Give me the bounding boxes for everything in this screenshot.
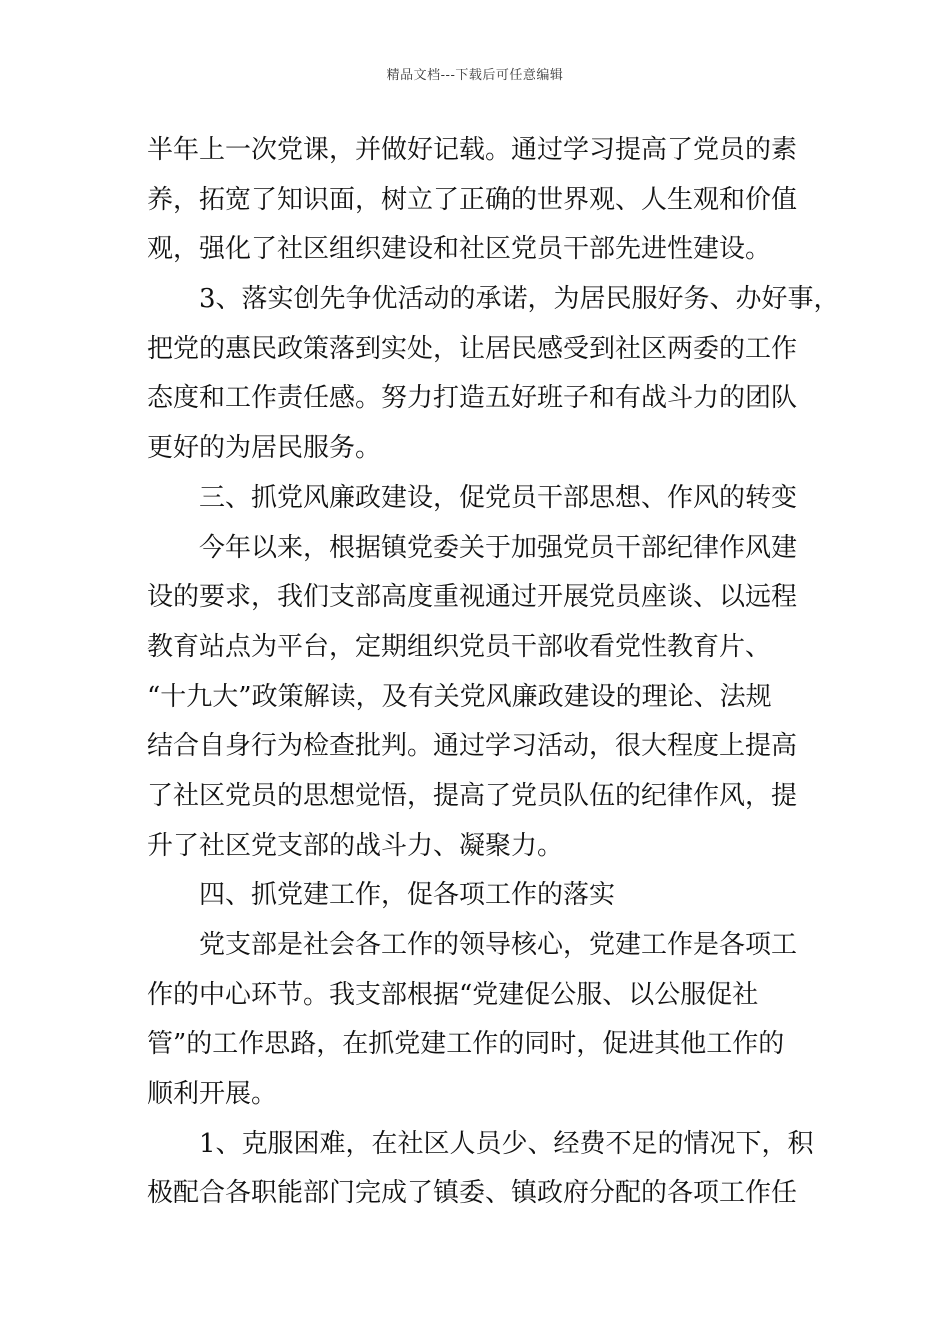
paragraph-start-line: 3、落实创先争优活动的承诺，为居民服好务、办好事， <box>199 284 840 315</box>
text-line: 了社区党员的思想觉悟，提高了党员队伍的纪律作风，提 <box>147 780 798 811</box>
paragraph-start-line: 党支部是社会各工作的领导核心，党建工作是各项工 <box>199 930 798 960</box>
text-line: 教育站点为平台，定期组织党员干部收看党性教育片、 <box>147 631 772 662</box>
section-heading: 四、抓党建工作，促各项工作的落实 <box>199 880 616 911</box>
text-line: 管”的工作思路，在抓党建工作的同时，促进其他工作的 <box>147 1029 785 1060</box>
text-line: 设的要求，我们支部高度重视通过开展党员座谈、以远程 <box>147 582 798 613</box>
paragraph-start-line: 今年以来，根据镇党委关于加强党员干部纪律作风建 <box>199 532 798 563</box>
page-header: 精品文档---下载后可任意编辑 <box>386 68 564 83</box>
section-heading: 三、抓党风廉政建设，促党员干部思想、作风的转变 <box>199 482 798 513</box>
text-line: “十九大”政策解读，及有关党风廉政建设的理论、法规 <box>147 681 772 712</box>
paragraph-start-line: 1、克服困难，在社区人员少、经费不足的情况下，积 <box>199 1128 814 1159</box>
text-line: 升了社区党支部的战斗力、凝聚力。 <box>147 830 564 861</box>
text-line: 把党的惠民政策落到实处，让居民感受到社区两委的工作 <box>147 333 798 364</box>
text-line: 态度和工作责任感。努力打造五好班子和有战斗力的团队 <box>147 383 798 414</box>
text-line: 观，强化了社区组织建设和社区党员干部先进性建设。 <box>147 234 772 265</box>
document-body <box>147 126 840 1219</box>
text-line: 更好的为居民服务。 <box>147 433 382 464</box>
text-line: 养，拓宽了知识面，树立了正确的世界观、人生观和价值 <box>147 184 798 215</box>
text-line: 极配合各职能部门完成了镇委、镇政府分配的各项工作任 <box>147 1178 798 1209</box>
text-line: 顺利开展。 <box>147 1079 278 1110</box>
text-line: 作的中心环节。我支部根据“党建促公服、以公服促社 <box>147 979 759 1010</box>
text-line: 半年上一次党课，并做好记载。通过学习提高了党员的素 <box>147 135 798 165</box>
text-line: 结合自身行为检查批判。通过学习活动，很大程度上提高 <box>147 731 798 762</box>
